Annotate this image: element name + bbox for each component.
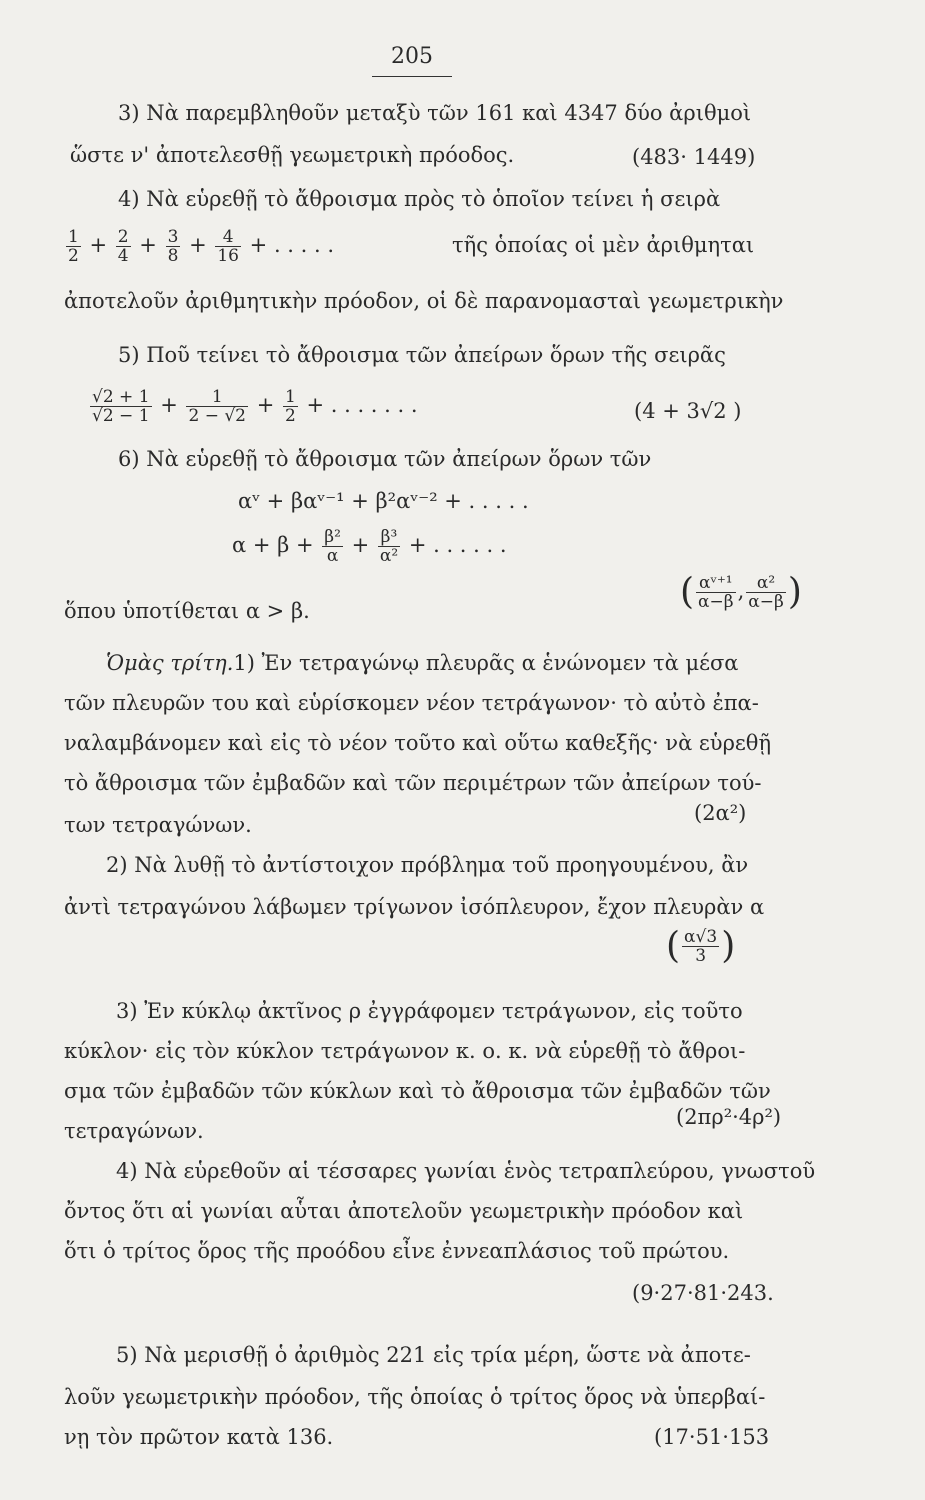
fraction: $\frac{\text{β³}}{\text{α²}}$ [379,527,399,566]
text-segment: 1) Ἐν τετραγώνῳ πλευρᾶς α ἑνώνομεν τὰ μέσα [233,651,739,675]
text-line: λοῦν γεωμετρικὴν πρόοδον, τῆς ὁποίας ὁ τρίτος ὅρος νὰ ὑπερβαί- [64,1385,766,1409]
series-formula-2: $\frac{√2 + 1}{√2 - 1}$ + $\frac{1}{2 - √2}$ + $\frac{1}{2}$ + . . . . . . . [92,387,418,426]
answer: (17·51·153 [654,1425,770,1449]
text-line: τὸ ἄθροισμα τῶν ἐμβαδῶν καὶ τῶν περιμέτρων τῶν ἀπείρων τού- [64,771,762,795]
series-formula-4: α + β + $\frac{\text{β²}}{\alpha}$ + $\frac{\text{β³}}{\text{α²}}$ + . . . . . . [232,527,507,566]
text-line: τῶν πλευρῶν του καὶ εὑρίσκομεν νέον τετράγωνον· τὸ αὐτὸ ἐπα- [64,691,759,715]
text-line: σμα τῶν ἐμβαδῶν τῶν κύκλων καὶ τὸ ἄθροισμα τῶν ἐμβαδῶν τῶν [64,1079,771,1103]
page-number-rule [372,76,452,77]
fraction: $\frac{2}{4}$ [117,227,129,266]
fraction: $\frac{\text{α²}}{\alpha-\beta}$ [748,573,784,612]
fraction: $\frac{4}{16}$ [217,227,239,266]
text-line: 5) Νὰ μερισθῇ ὁ ἀριθμὸς 221 εἰς τρία μέρη, ὥστε νὰ ἀποτε- [116,1343,751,1367]
text-line: ὥστε ν' ἀποτελεσθῇ γεωμετρικὴ πρόοδος. [70,143,515,167]
series-formula-3: αᵛ + βαᵛ⁻¹ + β²αᵛ⁻² + . . . . . [238,489,529,513]
section-title: Ὁμὰς τρίτη. [106,651,234,675]
section-heading [106,650,739,676]
series-formula-1: $\frac{1}{2}$ + $\frac{2}{4}$ + $\frac{3}{8}$ + $\frac{4}{16}$ + . . . . . [68,227,335,266]
answer: (2πρ²·4ρ²) [676,1105,782,1129]
fraction: $\frac{\text{β²}}{\alpha}$ [324,527,341,566]
answer: (9·27·81·243. [632,1281,774,1305]
text-line: ναλαμβάνομεν καὶ εἰς τὸ νέον τοῦτο καὶ οὕτω καθεξῆς· νὰ εὑρεθῇ [64,731,772,755]
answer-formula: ( $\frac{\text{αᵛ⁺¹}}{\alpha-\beta}$ , $\frac{\text{α²}}{\alpha-\beta}$ ) [680,571,802,613]
text-line: των τετραγώνων. [64,813,252,837]
text-line: 4) Νὰ εὑρεθῇ τὸ ἄθροισμα πρὸς τὸ ὁποῖον τείνει ἡ σειρὰ [118,187,721,211]
fraction: $\frac{1}{2}$ [284,387,296,426]
text-line: νῃ τὸν πρῶτον κατὰ 136. [64,1425,334,1449]
page-number: 205 [391,44,433,69]
answer: (483· 1449) [632,145,756,169]
text-line: ὄντος ὅτι αἱ γωνίαι αὗται ἀποτελοῦν γεωμετρικὴν πρόοδον καὶ [64,1199,744,1223]
fraction: $\frac{\text{αᵛ⁺¹}}{\alpha-\beta}$ [698,573,734,612]
text-line: 3) Νὰ παρεμβληθοῦν μεταξὺ τῶν 161 καὶ 4347 δύο ἀριθμοὶ [118,101,752,125]
text-line: ὅπου ὑποτίθεται α > β. [64,599,310,623]
text-line: ἀποτελοῦν ἀριθμητικὴν πρόοδον, οἱ δὲ παρανομασταὶ γεωμετρικὴν [64,289,784,313]
answer: (4 + 3√2 ) [634,399,742,423]
answer: (2α²) [694,801,747,825]
fraction: $\frac{1}{2}$ [68,227,79,266]
text-line: 4) Νὰ εὑρεθοῦν αἱ τέσσαρες γωνίαι ἑνὸς τετραπλεύρου, γνωστοῦ [116,1159,816,1183]
fraction: $\frac{3}{8}$ [167,227,179,266]
text-line: ἀντὶ τετραγώνου λάβωμεν τρίγωνον ἰσόπλευρον, ἔχον πλευρὰν α [64,895,765,919]
text-line: τῆς ὁποίας οἱ μὲν ἀριθμηται [452,233,755,257]
text-line: 2) Νὰ λυθῇ τὸ ἀντίστοιχον πρόβλημα τοῦ προηγουμένου, ἂν [106,853,749,877]
answer-formula: ( $\frac{\alpha√3}{3}$ ) [666,925,736,967]
fraction: $\frac{1}{2 - √2}$ [188,387,247,426]
text-line: κύκλον· εἰς τὸν κύκλον τετράγωνον κ. ο. κ. νὰ εὑρεθῇ τὸ ἄθροι- [64,1039,746,1063]
fraction: $\frac{√2 + 1}{√2 - 1}$ [92,387,150,426]
text-line: ὅτι ὁ τρίτος ὅρος τῆς προόδου εἶνε ἐννεαπλάσιος τοῦ πρώτου. [64,1239,730,1263]
text-line: 3) Ἐν κύκλῳ ἀκτῖνος ρ ἐγγράφομεν τετράγωνον, εἰς τοῦτο [116,999,743,1023]
fraction: $\frac{\alpha√3}{3}$ [684,927,718,966]
text-line: 5) Ποῦ τείνει τὸ ἄθροισμα τῶν ἀπείρων ὅρων τῆς σειρᾶς [118,343,726,367]
text-line: τετραγώνων. [64,1119,204,1143]
text-line: 6) Νὰ εὑρεθῇ τὸ ἄθροισμα τῶν ἀπείρων ὅρων τῶν [118,447,652,471]
